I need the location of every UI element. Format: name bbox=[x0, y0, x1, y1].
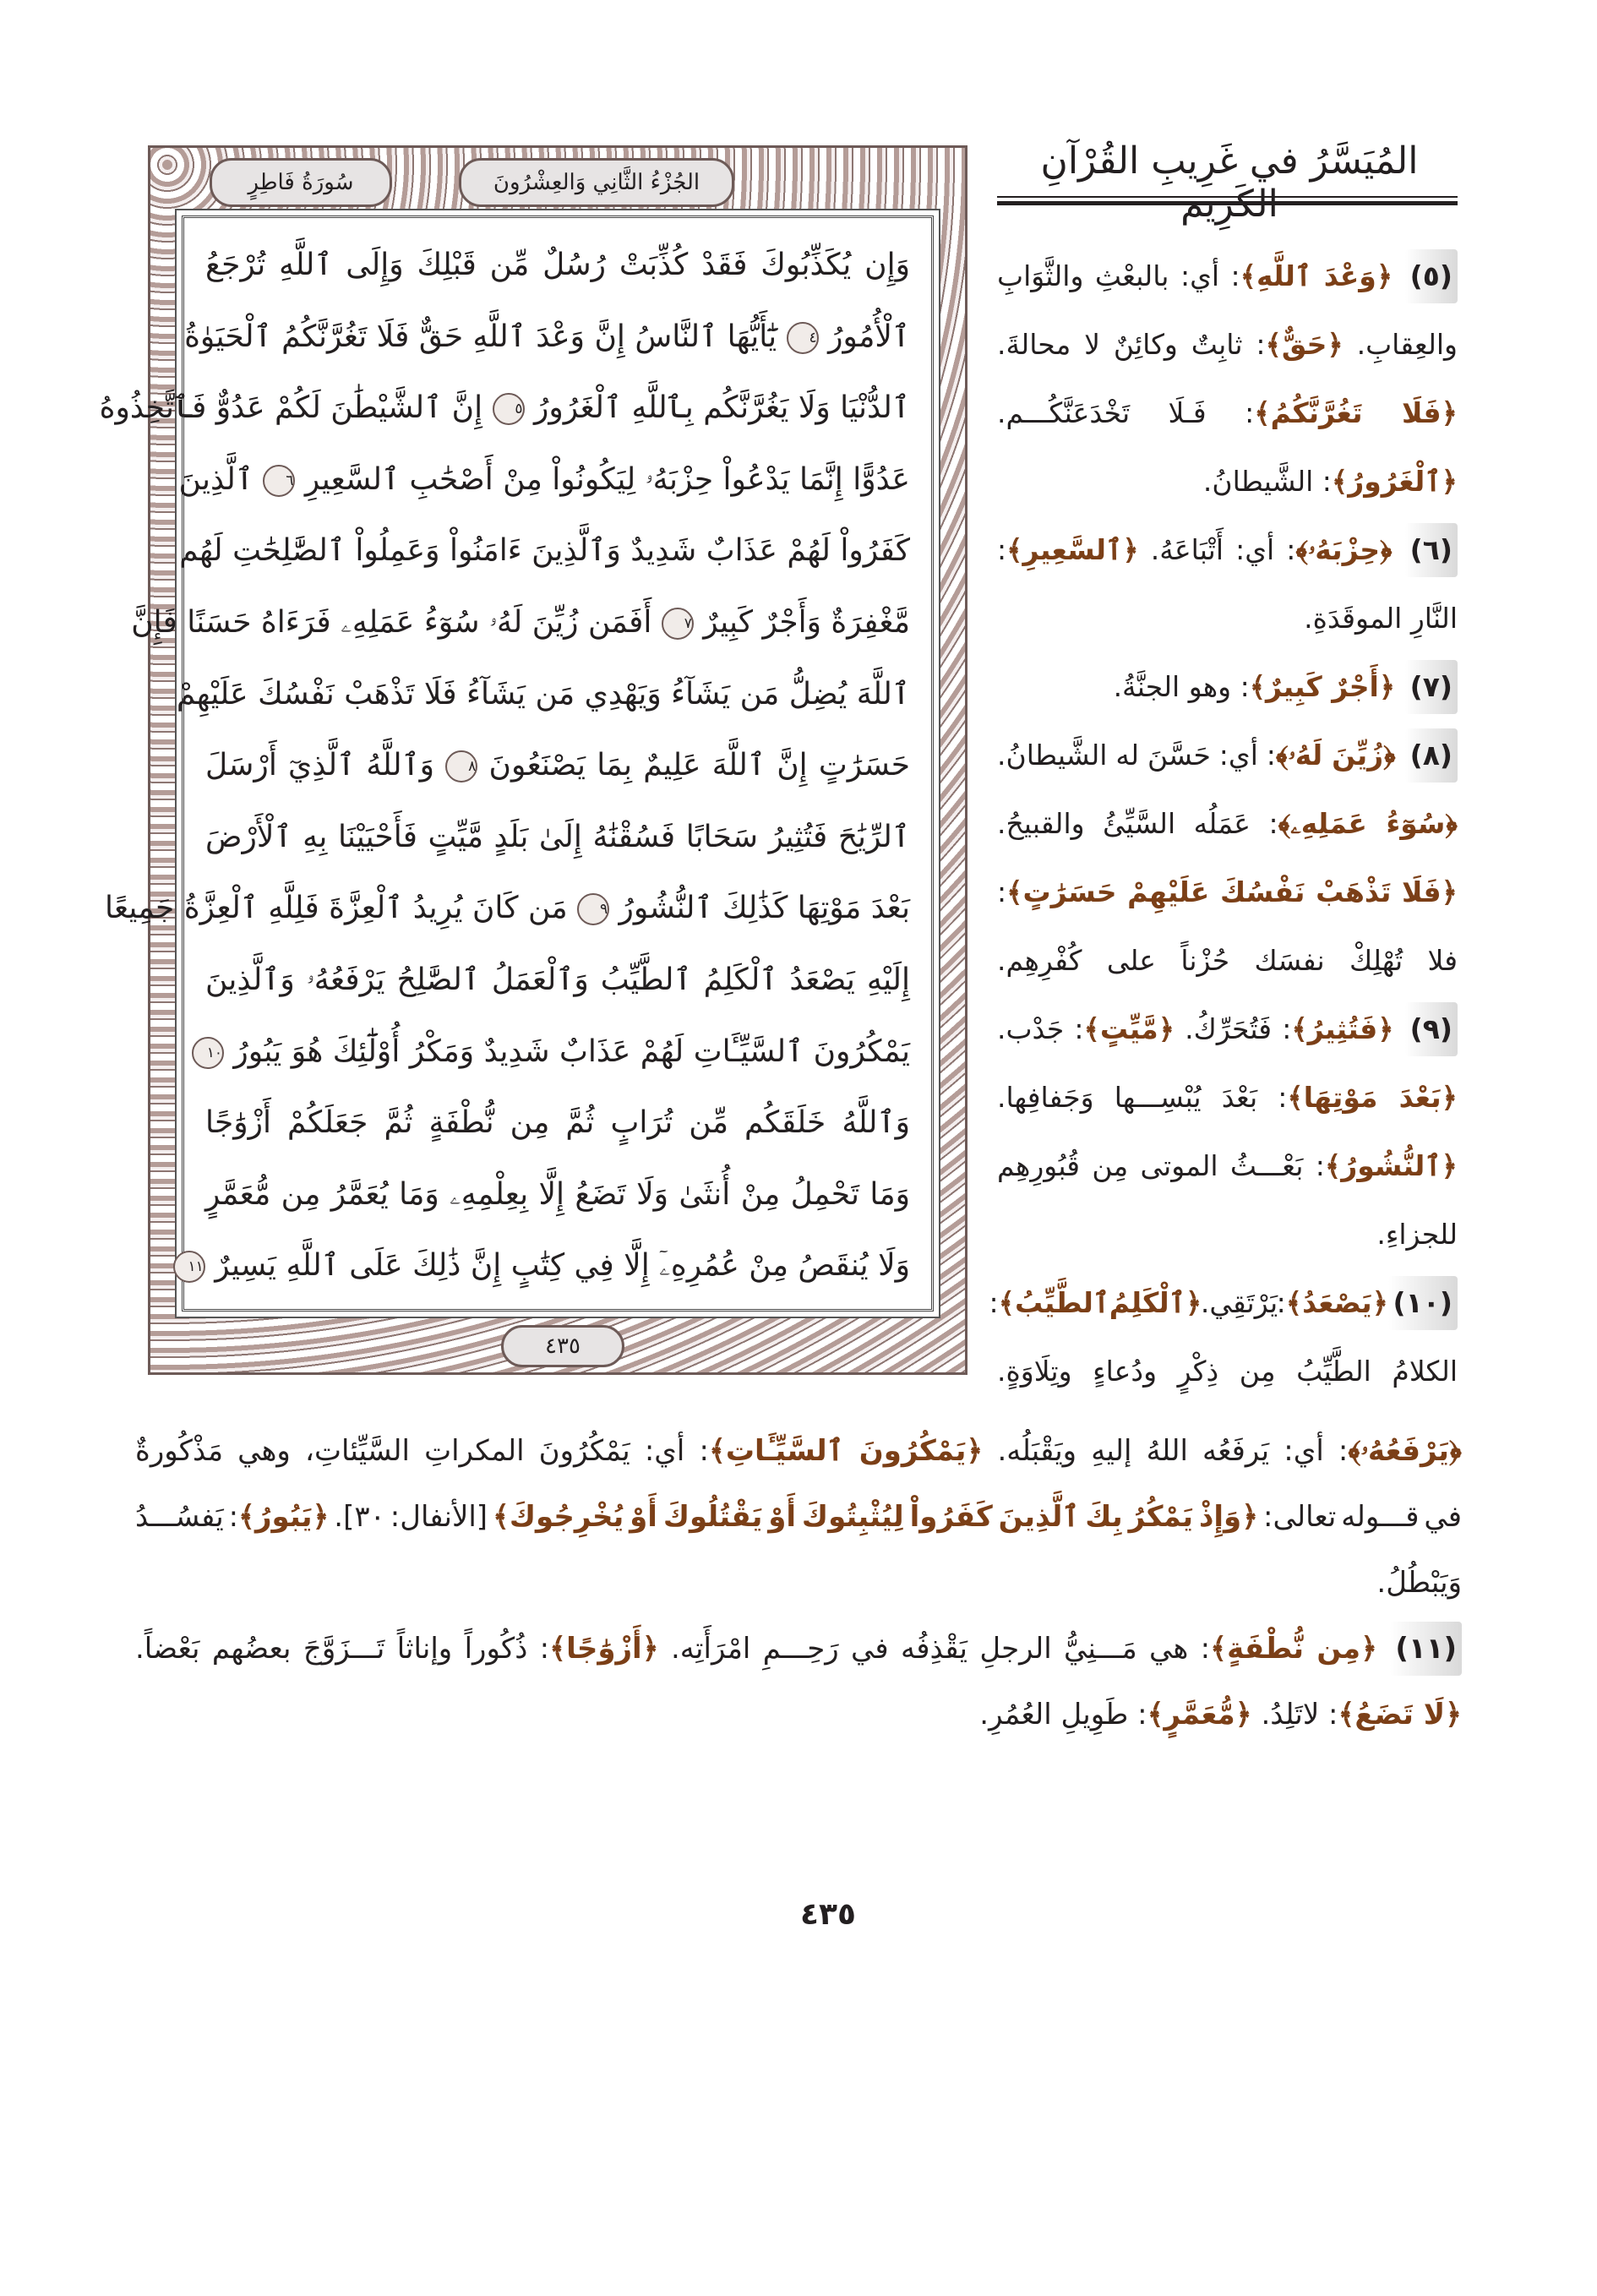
explanation-text: : bbox=[989, 1286, 999, 1319]
quran-line bbox=[205, 1088, 910, 1159]
title-divider bbox=[997, 196, 1458, 205]
quran-line bbox=[205, 802, 910, 874]
commentary-column bbox=[989, 249, 1458, 1413]
explanation-text: : عَمَلُه السَّيِّئُ والقبيحُ. bbox=[997, 807, 1278, 840]
commentary-line bbox=[997, 386, 1458, 455]
quran-keyword: ﴿يَبُورُ﴾ bbox=[238, 1500, 330, 1534]
ayah-end-marker-icon: ١٠ bbox=[192, 1037, 224, 1069]
commentary-line bbox=[997, 1208, 1458, 1276]
commentary-line bbox=[997, 1139, 1458, 1208]
quran-verse-text: ٱلَّذِينَ bbox=[178, 461, 253, 497]
quran-verse-text: يَٰٓأَيُّهَا ٱلنَّاسُ إِنَّ وَعْدَ ٱللَّهِ حَقٌّ فَلَا تَغُرَّنَّكُمُ ٱلْحَيَوٰةُ bbox=[184, 319, 777, 354]
quran-keyword: ﴿ٱلسَّعِيرِ﴾ bbox=[1006, 533, 1139, 566]
mushaf-frame bbox=[99, 145, 967, 1375]
quran-keyword: ﴿مِن نُّطْفَةٍ﴾ bbox=[1210, 1632, 1391, 1666]
quran-verse-text: مَن كَانَ يُرِيدُ ٱلْعِزَّةَ فَلِلَّهِ ٱلْعِزَّةُ جَمِيعًا bbox=[105, 891, 568, 926]
quran-verse-text: ٱلْأُمُورُ bbox=[828, 319, 910, 354]
verse-number-badge: (٥) bbox=[1405, 249, 1458, 303]
explanation-text: : bbox=[997, 875, 1007, 908]
quran-line bbox=[178, 444, 910, 516]
quran-verse-text: عَدُوًّا إِنَّمَا يَدْعُواْ حِزْبَهُۥ لِيَكُونُواْ مِنْ أَصْحَٰبِ ٱلسَّعِيرِ bbox=[304, 461, 910, 497]
explanation-text: النَّارِ الموقَدَةِ. bbox=[1304, 602, 1458, 635]
commentary-line bbox=[135, 1490, 1462, 1556]
ayah-end-marker-icon: ٩ bbox=[577, 893, 609, 925]
ayah-end-marker-icon: ٨ bbox=[445, 750, 477, 783]
ayah-end-marker-icon: ٥ bbox=[493, 393, 525, 425]
commentary-line bbox=[997, 865, 1458, 934]
commentary-line bbox=[135, 1556, 1462, 1622]
quran-line bbox=[205, 1159, 910, 1231]
commentary-line bbox=[997, 1344, 1458, 1413]
quran-keyword: ﴿أَجْرٌ كَبِيرٌ﴾ bbox=[1249, 670, 1405, 703]
explanation-text: : يَرْتَقِي. bbox=[1202, 1286, 1286, 1319]
quran-keyword: ﴿وَعْدَ ٱللَّهِ﴾ bbox=[1240, 259, 1405, 292]
commentary-line bbox=[997, 797, 1458, 865]
verse-number-badge: (٦) bbox=[1405, 523, 1458, 577]
explanation-text: والعِقابِ. bbox=[1343, 328, 1458, 361]
quran-line bbox=[184, 302, 910, 374]
explanation-text: في قـــوله تعالى: bbox=[1258, 1500, 1462, 1534]
juz-label: الجُزْءُ الثَّانِي وَالعِشْرُونَ bbox=[459, 158, 734, 207]
commentary-line bbox=[997, 660, 1458, 728]
quran-keyword: ﴿زُيِّنَ لَهُۥ﴾ bbox=[1275, 739, 1405, 772]
explanation-text: : أي: يَرفَعُه اللهُ إليهِ ويَقْبَلُه. bbox=[983, 1434, 1349, 1468]
quran-verse-text: وَإِن يُكَذِّبُوكَ فَقَدْ كُذِّبَتْ رُسُلٌ مِّن قَبْلِكَ وَإِلَى ٱللَّهِ تُرْجَعُ bbox=[205, 248, 910, 282]
verse-number-badge: (١١) bbox=[1390, 1622, 1462, 1676]
quran-text bbox=[99, 230, 910, 1302]
book-title: المُيَسَّرُ في غَرِيبِ القُرْآنِ الكَرِيم bbox=[1040, 139, 1419, 226]
explanation-text: : وهو الجنَّةُ. bbox=[1113, 670, 1250, 703]
quran-keyword: ﴿ٱلنُّشُورُ﴾ bbox=[1324, 1149, 1458, 1182]
explanation-text: : ثابِتٌ وكائِنٌ لا محالةَ. bbox=[997, 328, 1266, 361]
quran-verse-text: ٱلرِّيَٰحَ فَتُثِيرُ سَحَابًا فَسُقْنَٰهُ إِلَىٰ بَلَدٍ مَّيِّتٍ فَأَحْيَيْنَا بِهِ ٱلْأَرْضَ bbox=[205, 819, 910, 854]
commentary-line bbox=[135, 1622, 1462, 1688]
commentary-line bbox=[135, 1688, 1462, 1753]
quran-keyword: ﴿لَا تَضَعُ﴾ bbox=[1338, 1698, 1462, 1732]
quran-verse-text: وَٱللَّهُ ٱلَّذِيٓ أَرْسَلَ bbox=[205, 748, 435, 783]
quran-line bbox=[205, 730, 910, 802]
explanation-text: : هي مَـــنِيُّ الرجلِ يَقْذِفُه في رَحِـــمِ امْرَأَتِه. bbox=[658, 1632, 1211, 1666]
explanation-text: : أي: يَمْكُرُونَ المكراتِ السَّيِّئاتِ، وهي مَذْكُورةٌ bbox=[135, 1434, 709, 1468]
quran-keyword: ﴿يَمْكُرُونَ ٱلسَّيِّـَٔاتِ﴾ bbox=[708, 1434, 984, 1468]
quran-verse-text: أَفَمَن زُيِّنَ لَهُۥ سُوٓءُ عَمَلِهِۦ فَرَءَاهُ حَسَنًا فَإِنَّ bbox=[131, 604, 652, 640]
quran-keyword: ﴿بَعْدَ مَوْتِهَا﴾ bbox=[1287, 1081, 1458, 1114]
commentary-line bbox=[997, 934, 1458, 1002]
quran-verse-text: مَّغْفِرَةٌ وَأَجْرٌ كَبِيرٌ bbox=[703, 604, 910, 640]
quran-verse-text: وَمَا تَحْمِلُ مِنْ أُنثَىٰ وَلَا تَضَعُ إِلَّا بِعِلْمِهِۦ وَمَا يُعَمَّرُ مِن مُّعَمَّرٍ bbox=[205, 1176, 910, 1212]
explanation-text: : ذُكُوراً وإناثاً تَـــزَوَّجَ بعضُهم بَعْضاً. bbox=[135, 1632, 550, 1666]
quran-verse-text: وَلَا يُنقَصُ مِنْ عُمُرِهِۦٓ إِلَّا فِي كِتَٰبٍ إِنَّ ذَٰلِكَ عَلَى ٱللَّهِ يَسِيرٌ bbox=[215, 1248, 910, 1284]
quran-line bbox=[176, 659, 910, 731]
commentary-line bbox=[997, 249, 1458, 318]
explanation-text: : أي: أَتْبَاعَهُ. bbox=[1138, 533, 1296, 566]
quran-keyword: ﴿وَإِذْ يَمْكُرُ بِكَ ٱلَّذِينَ كَفَرُواْ لِيُثْبِتُوكَ أَوْ يَقْتُلُوكَ أَوْ يُخْرِجُوكَ﴾ bbox=[492, 1500, 1259, 1534]
explanation-text: : فَـلَا تَخْدَعَنَّكُـــم. bbox=[997, 396, 1255, 429]
quran-verse-text: ٱللَّهَ يُضِلُّ مَن يَشَآءُ وَيَهْدِي مَن يَشَآءُ فَلَا تَذْهَبْ نَفْسُكَ عَلَيْهِمْ bbox=[176, 676, 910, 712]
explanation-text: : أي: حَسَّنَ له الشَّيطانُ. bbox=[997, 739, 1276, 772]
quran-keyword: ﴿سُوٓءُ عَمَلِهِۦ﴾ bbox=[1278, 807, 1458, 840]
explanation-text: فلا تُهْلِكْ نفسَك حُزْناً على كُفْرِهِم. bbox=[997, 944, 1458, 977]
commentary-line bbox=[997, 728, 1458, 797]
quran-line bbox=[105, 873, 910, 945]
quran-keyword: ﴿أَزْوَٰجًا﴾ bbox=[549, 1632, 659, 1666]
explanation-text: : الشَّيطانُ. bbox=[1202, 465, 1332, 498]
quran-keyword: ﴿فَلَا تَذْهَبْ نَفْسُكَ عَلَيْهِمْ حَسَرَٰتٍ﴾ bbox=[1006, 875, 1458, 908]
quran-keyword: ﴿فَلَا تَغُرَّنَّكُمُ﴾ bbox=[1254, 396, 1458, 429]
ayah-end-marker-icon: ١١ bbox=[173, 1251, 205, 1283]
quran-keyword: ﴿مَّيِّتٍ﴾ bbox=[1083, 1012, 1175, 1045]
explanation-text: : بَعْـــثُ الموتى مِن قُبُورِهِم bbox=[997, 1149, 1325, 1182]
quran-verse-text: وَٱللَّهُ خَلَقَكُم مِّن تُرَابٍ ثُمَّ مِن نُّطْفَةٍ ثُمَّ جَعَلَكُمْ أَزْوَٰجًا bbox=[205, 1105, 910, 1141]
explanation-text: : بَعْدَ يُبْسِـــها وَجَفافِها. bbox=[997, 1081, 1288, 1114]
explanation-text: [الأنفال: ٣٠]. bbox=[329, 1500, 493, 1534]
ayah-end-marker-icon: ٦ bbox=[263, 465, 295, 497]
quran-keyword: ﴿مُّعَمَّرٍ﴾ bbox=[1147, 1698, 1252, 1732]
quran-keyword: ﴿يَصْعَدُ﴾ bbox=[1285, 1286, 1388, 1319]
verse-number-badge: (٧) bbox=[1405, 660, 1458, 714]
quran-line bbox=[205, 1017, 910, 1088]
explanation-text: : bbox=[997, 533, 1007, 566]
verse-number-badge: (١٠) bbox=[1388, 1276, 1458, 1330]
quran-line bbox=[179, 515, 910, 587]
quran-keyword: ﴿حِزْبَهُۥ﴾ bbox=[1295, 533, 1405, 566]
quran-verse-text: يَمْكُرُونَ ٱلسَّيِّـَٔاتِ لَهُمْ عَذَابٌ شَدِيدٌ وَمَكْرُ أُوْلَٰٓئِكَ هُوَ يَبُورُ bbox=[233, 1033, 910, 1069]
commentary-line bbox=[997, 318, 1458, 386]
explanation-text: : طَوِيلِ العُمُرِ. bbox=[979, 1698, 1147, 1732]
quran-text-panel bbox=[99, 215, 934, 1312]
explanation-text: وَيَبْطُلُ. bbox=[1376, 1566, 1462, 1600]
explanation-text: : يَفسُـــدُ bbox=[135, 1500, 239, 1534]
page-number: ٤٣٥ bbox=[800, 1897, 856, 1932]
quran-keyword: ﴿ٱلْغَرُورُ﴾ bbox=[1331, 465, 1458, 498]
commentary-line bbox=[997, 455, 1458, 523]
quran-keyword: ﴿حَقٌّ﴾ bbox=[1265, 328, 1344, 361]
quran-line bbox=[99, 373, 910, 444]
explanation-text: : جَدْب. bbox=[997, 1012, 1084, 1045]
explanation-text: : أي: بالبعْثِ والثَّوَابِ bbox=[997, 259, 1240, 292]
commentary-line bbox=[997, 523, 1458, 592]
verse-number-badge: (٩) bbox=[1405, 1002, 1458, 1056]
commentary-continuation bbox=[135, 1424, 1462, 1753]
verse-number-badge: (٨) bbox=[1405, 728, 1458, 783]
explanation-text: للجزاءِ. bbox=[1376, 1218, 1458, 1251]
quran-verse-text: إِلَيْهِ يَصْعَدُ ٱلْكَلِمُ ٱلطَّيِّبُ وَٱلْعَمَلُ ٱلصَّٰلِحُ يَرْفَعُهُۥ وَٱلَّذِينَ bbox=[205, 962, 910, 997]
ayah-end-marker-icon: ٤ bbox=[787, 322, 819, 354]
quran-line bbox=[205, 945, 910, 1017]
quran-verse-text: بَعْدَ مَوْتِهَا كَذَٰلِكَ ٱلنُّشُورُ bbox=[619, 891, 910, 926]
quran-line bbox=[131, 587, 910, 659]
quran-line bbox=[188, 1230, 910, 1302]
surah-label: سُورَةُ فَاطِرٍ bbox=[210, 158, 392, 207]
quran-line bbox=[205, 230, 910, 302]
ayah-end-marker-icon: ٧ bbox=[662, 608, 694, 640]
commentary-line bbox=[989, 1276, 1458, 1344]
explanation-text: الكلامُ الطَّيِّبُ مِن ذِكْرٍ ودُعاءٍ وتِلَاوَةٍ. bbox=[997, 1355, 1458, 1388]
explanation-text: : لاتَلِدُ. bbox=[1251, 1698, 1338, 1732]
quran-verse-text: كَفَرُواْ لَهُمْ عَذَابٌ شَدِيدٌ وَٱلَّذِينَ ءَامَنُواْ وَعَمِلُواْ ٱلصَّٰلِحَٰتِ لَهُم bbox=[179, 533, 910, 569]
commentary-line bbox=[997, 1002, 1458, 1071]
quran-verse-text: إِنَّ ٱلشَّيْطَٰنَ لَكُمْ عَدُوٌّ فَٱتَّخِذُوهُ bbox=[99, 390, 483, 426]
commentary-line bbox=[135, 1424, 1462, 1490]
commentary-line bbox=[997, 1071, 1458, 1139]
quran-keyword: ﴿فَتُثِيرُ﴾ bbox=[1291, 1012, 1405, 1045]
commentary-line bbox=[997, 592, 1458, 660]
quran-keyword: ﴿ٱلْكَلِمُ ٱلطَّيِّبُ﴾ bbox=[998, 1286, 1202, 1319]
explanation-text: : فَتُحَرِّكُ. bbox=[1175, 1012, 1292, 1045]
quran-verse-text: حَسَرَٰتٍ إِنَّ ٱللَّهَ عَلِيمٌ بِمَا يَصْنَعُونَ bbox=[488, 748, 910, 783]
quran-verse-text: ٱلدُّنْيَا وَلَا يَغُرَّنَّكُم بِٱللَّهِ ٱلْغَرُورُ bbox=[534, 390, 910, 426]
quran-keyword: ﴿يَرْفَعُهُۥ﴾ bbox=[1348, 1434, 1462, 1468]
mushaf-page-label: ٤٣٥ bbox=[501, 1325, 624, 1367]
